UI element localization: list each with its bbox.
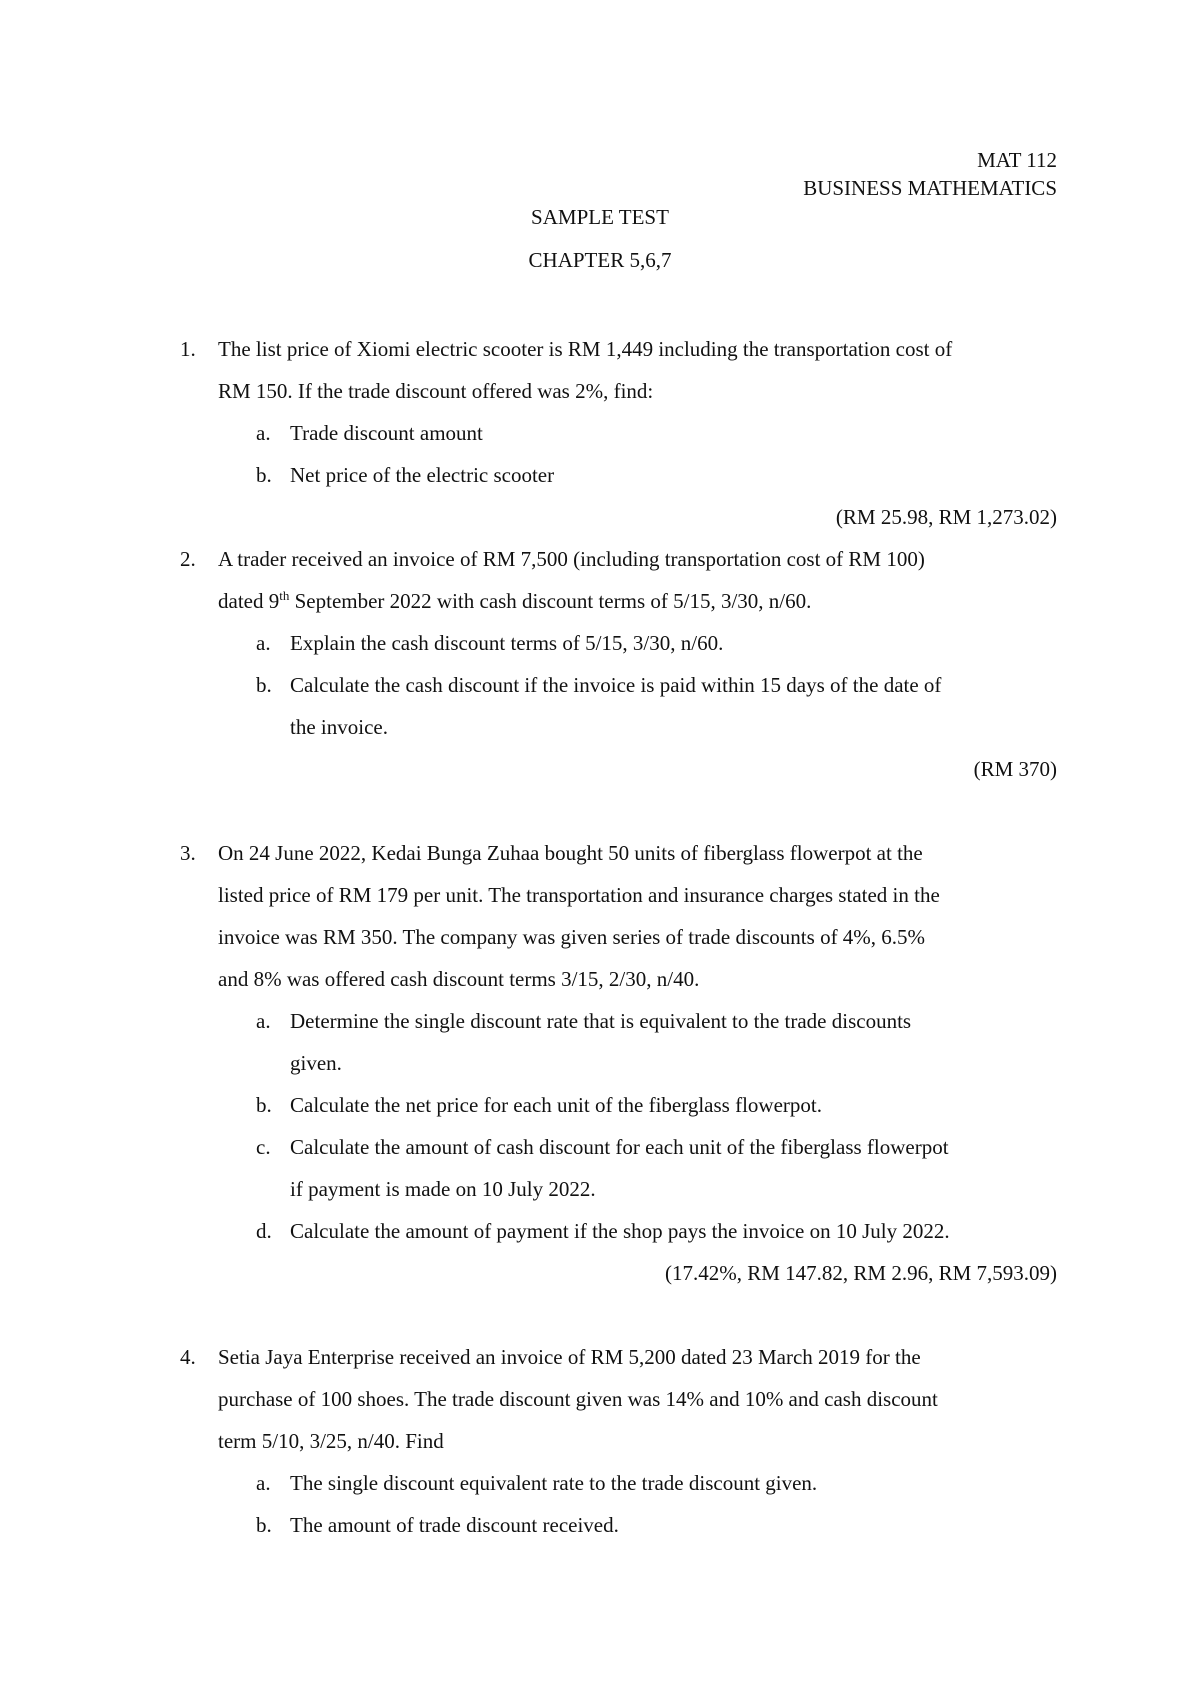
question-line: term 5/10, 3/25, n/40. Find	[218, 1429, 444, 1453]
sub-label: c.	[256, 1135, 271, 1159]
answer-key: (RM 370)	[973, 757, 1057, 781]
question-number: 4.	[180, 1345, 196, 1369]
question-line: invoice was RM 350. The company was given series of trade discounts of 4%, 6.5%	[218, 925, 926, 949]
sub-line: given.	[290, 1051, 342, 1075]
sub-text	[290, 1126, 1060, 1210]
sub-label: a.	[256, 1471, 271, 1495]
sub-line: if payment is made on 10 July 2022.	[290, 1177, 596, 1201]
sub-line: the invoice.	[290, 715, 388, 739]
sub-text: Trade discount amount	[290, 421, 483, 445]
sub-text: Calculate the net price for each unit of the fiberglass flowerpot.	[290, 1093, 822, 1117]
question-line: On 24 June 2022, Kedai Bunga Zuhaa bought 50 units of fiberglass flowerpot at the	[218, 841, 923, 865]
question-text	[218, 328, 1063, 412]
question-number: 2.	[180, 547, 196, 571]
sub-line: Calculate the cash discount if the invoice is paid within 15 days of the date of	[290, 673, 942, 697]
ordinal-suffix: th	[279, 588, 290, 603]
question-line: and 8% was offered cash discount terms 3/15, 2/30, n/40.	[218, 967, 700, 991]
sub-label: b.	[256, 673, 272, 697]
course-code: MAT 112	[977, 148, 1057, 172]
sub-line: Determine the single discount rate that is equivalent to the trade discounts	[290, 1009, 912, 1033]
question-line: The list price of Xiomi electric scooter is RM 1,449 including the transportation cost of	[218, 337, 953, 361]
date-text: dated 9	[218, 589, 280, 613]
answer-key: (17.42%, RM 147.82, RM 2.96, RM 7,593.09)	[664, 1261, 1057, 1285]
sub-label: b.	[256, 1513, 272, 1537]
question-line: RM 150. If the trade discount offered was 2%, find:	[218, 379, 654, 403]
sub-label: d.	[256, 1219, 272, 1243]
sub-label: a.	[256, 631, 271, 655]
test-title: SAMPLE TEST	[531, 205, 669, 229]
question-text	[218, 1336, 1063, 1462]
sub-label: a.	[256, 1009, 271, 1033]
sub-label: a.	[256, 421, 271, 445]
sub-text: Calculate the amount of payment if the shop pays the invoice on 10 July 2022.	[290, 1219, 950, 1243]
question-line: listed price of RM 179 per unit. The transportation and insurance charges stated in the	[218, 883, 940, 907]
sub-text: The single discount equivalent rate to the trade discount given.	[290, 1471, 818, 1495]
sub-line: Calculate the amount of cash discount for each unit of the fiberglass flowerpot	[290, 1135, 949, 1159]
question-number: 1.	[180, 337, 196, 361]
question-text	[218, 538, 1063, 622]
question-line: Setia Jaya Enterprise received an invoice of RM 5,200 dated 23 March 2019 for the	[218, 1345, 921, 1369]
question-line	[218, 580, 1063, 622]
sub-text: The amount of trade discount received.	[290, 1513, 619, 1537]
date-rest-text: September 2022 with cash discount terms of 5/15, 3/30, n/60.	[289, 589, 812, 613]
question-number: 3.	[180, 841, 196, 865]
question-text	[218, 832, 1063, 1000]
answer-key: (RM 25.98, RM 1,273.02)	[835, 505, 1057, 529]
sub-text: Net price of the electric scooter	[290, 463, 555, 487]
chapter-title: CHAPTER 5,6,7	[528, 248, 672, 272]
sub-text	[290, 664, 1060, 748]
sub-label: b.	[256, 1093, 272, 1117]
sub-text: Explain the cash discount terms of 5/15, 3/30, n/60.	[290, 631, 724, 655]
sub-text	[290, 1000, 1060, 1084]
course-name: BUSINESS MATHEMATICS	[803, 176, 1057, 200]
question-line: purchase of 100 shoes. The trade discount given was 14% and 10% and cash discount	[218, 1387, 938, 1411]
sub-label: b.	[256, 463, 272, 487]
question-line: A trader received an invoice of RM 7,500 (including transportation cost of RM 100)	[218, 547, 925, 571]
